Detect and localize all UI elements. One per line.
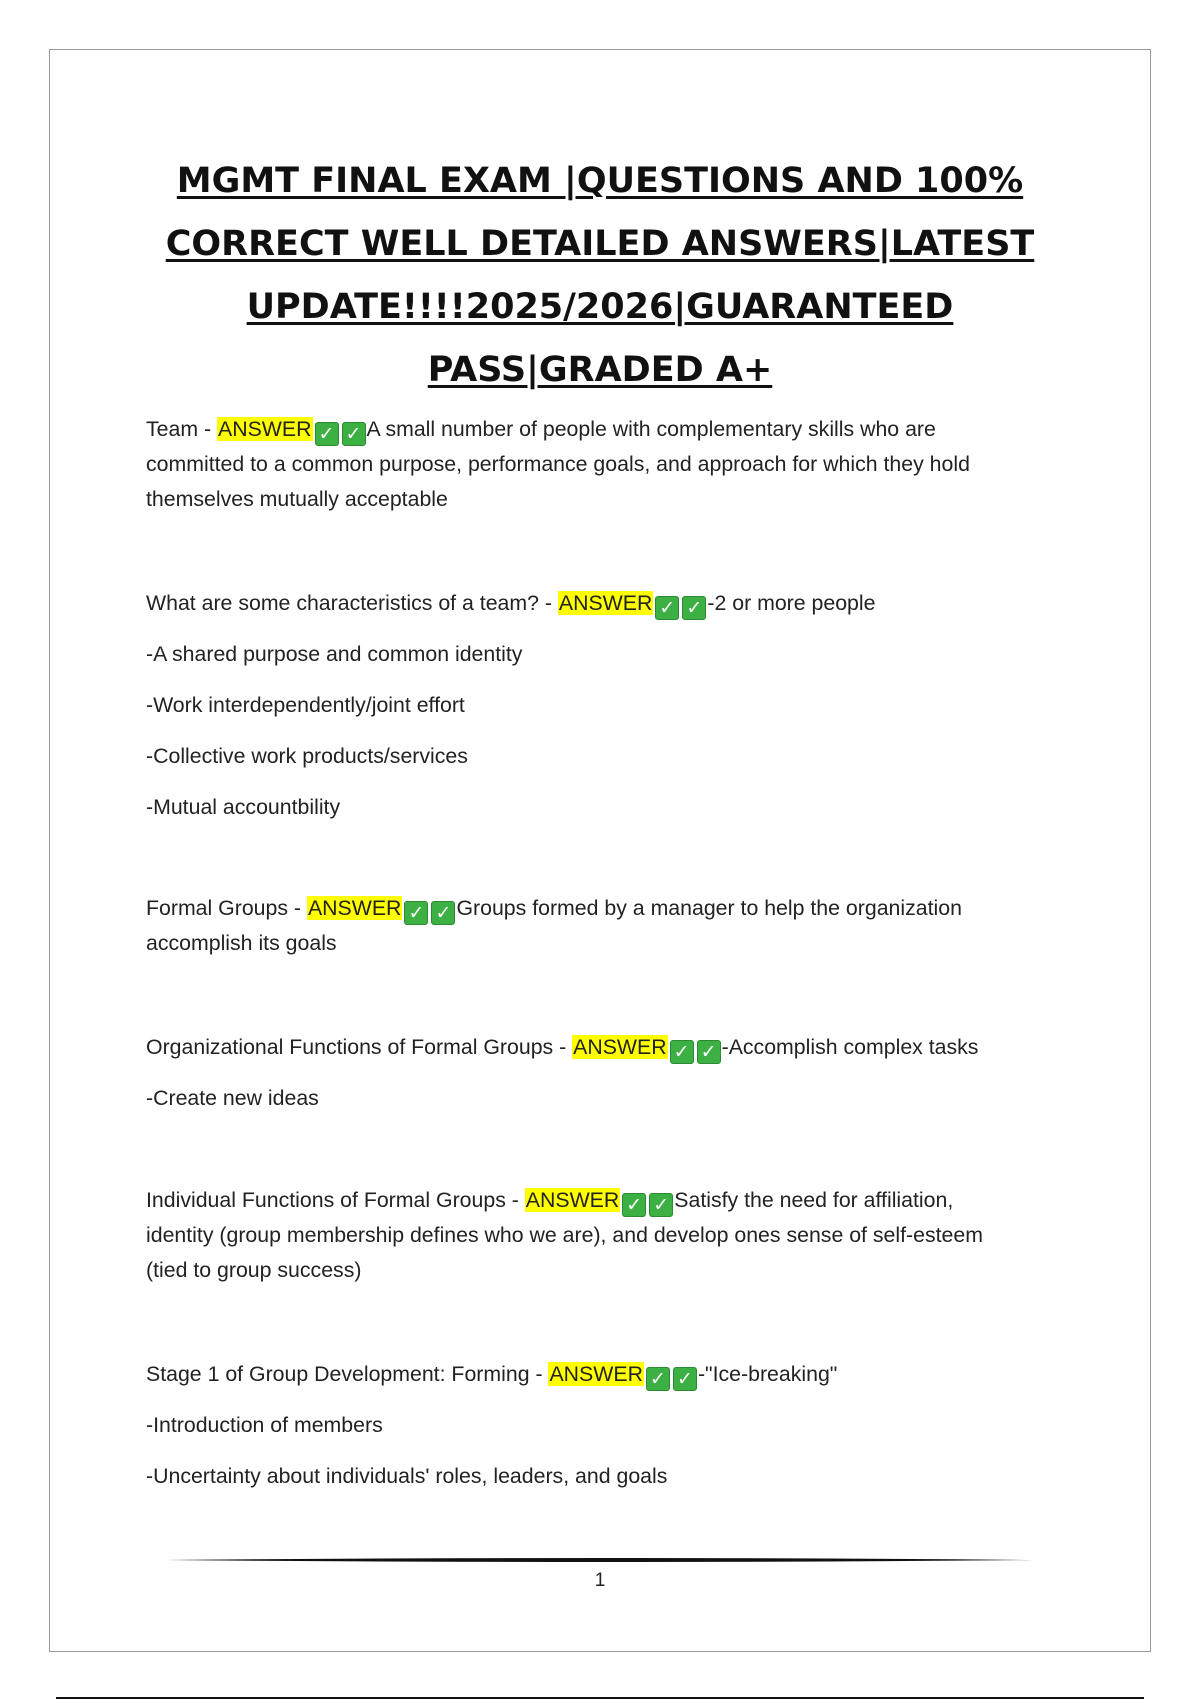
check-icon: ✓ bbox=[655, 596, 679, 620]
answer-label: ANSWER bbox=[549, 1362, 643, 1386]
bullet-line: -Work interdependently/joint effort bbox=[146, 693, 465, 717]
answer-text: -"Ice-breaking" bbox=[697, 1362, 838, 1386]
qa-content bbox=[146, 412, 1046, 1510]
question-term: Individual Functions of Formal Groups - bbox=[146, 1188, 525, 1212]
answer-text: (tied to group success) bbox=[146, 1258, 362, 1282]
bullet-line: -A shared purpose and common identity bbox=[146, 642, 523, 666]
answer-label: ANSWER bbox=[558, 591, 653, 615]
check-icon: ✓ bbox=[646, 1367, 670, 1391]
next-page-edge bbox=[56, 1697, 1144, 1699]
qa-text bbox=[146, 586, 1046, 621]
answer-label: ANSWER bbox=[525, 1188, 620, 1212]
title-line: UPDATE!!!!2025/2026|GUARANTEED bbox=[246, 287, 954, 327]
question-term: What are some characteristics of a team? - bbox=[146, 591, 558, 615]
title-line: CORRECT WELL DETAILED ANSWERS|LATEST bbox=[165, 224, 1035, 264]
check-icon: ✓ bbox=[315, 422, 339, 446]
check-icon: ✓ bbox=[697, 1040, 721, 1064]
bullet-line: -Create new ideas bbox=[146, 1086, 319, 1110]
qa-text bbox=[146, 1183, 1046, 1288]
check-icon: ✓ bbox=[649, 1193, 673, 1217]
answer-text: -2 or more people bbox=[707, 591, 876, 615]
answer-label: ANSWER bbox=[218, 417, 312, 441]
check-icon: ✓ bbox=[404, 901, 428, 925]
qa-text bbox=[146, 412, 1046, 517]
answer-text: accomplish its goals bbox=[146, 931, 337, 955]
qa-item-forming bbox=[146, 1357, 1046, 1494]
check-icon: ✓ bbox=[622, 1193, 646, 1217]
answer-text: identity (group membership defines who we are), and develop ones sense of self-esteem bbox=[146, 1223, 983, 1247]
bullet-line: -Introduction of members bbox=[146, 1413, 383, 1437]
check-icon: ✓ bbox=[670, 1040, 694, 1064]
answer-text: Satisfy the need for affiliation, bbox=[674, 1188, 954, 1212]
answer-text: committed to a common purpose, performance goals, and approach for which they hold bbox=[146, 452, 970, 476]
answer-text: themselves mutually acceptable bbox=[146, 487, 448, 511]
check-icon: ✓ bbox=[682, 596, 706, 620]
bullet-line: -Mutual accountbility bbox=[146, 795, 341, 819]
question-term: Organizational Functions of Formal Groups - bbox=[146, 1035, 573, 1059]
qa-item-formal-groups bbox=[146, 891, 1046, 1030]
qa-item-team-characteristics bbox=[146, 586, 1046, 891]
question-term: Formal Groups - bbox=[146, 896, 307, 920]
qa-item-team bbox=[146, 412, 1046, 586]
answer-label: ANSWER bbox=[307, 896, 402, 920]
answer-text: Groups formed by a manager to help the organization bbox=[456, 896, 962, 920]
qa-item-org-functions bbox=[146, 1030, 1046, 1183]
bullet-line: -Collective work products/services bbox=[146, 744, 468, 768]
answer-text: A small number of people with complementary skills who are bbox=[366, 417, 936, 441]
page-number: 1 bbox=[594, 1570, 606, 1591]
question-term: Team - bbox=[146, 417, 218, 441]
check-icon: ✓ bbox=[673, 1367, 697, 1391]
bullet-line: -Uncertainty about individuals' roles, leaders, and goals bbox=[146, 1464, 668, 1488]
qa-text bbox=[146, 1030, 1046, 1065]
qa-item-individual-functions bbox=[146, 1183, 1046, 1357]
question-term: Stage 1 of Group Development: Forming - bbox=[146, 1362, 549, 1386]
title-line: MGMT FINAL EXAM |QUESTIONS AND 100% bbox=[176, 161, 1024, 201]
answer-text: -Accomplish complex tasks bbox=[721, 1035, 979, 1059]
title-line: PASS|GRADED A+ bbox=[427, 350, 773, 390]
qa-text bbox=[146, 1357, 1046, 1392]
check-icon: ✓ bbox=[342, 422, 366, 446]
footer-rule bbox=[165, 1557, 1035, 1563]
check-icon: ✓ bbox=[431, 901, 455, 925]
qa-text bbox=[146, 891, 1046, 961]
document-title bbox=[150, 150, 1050, 402]
answer-label: ANSWER bbox=[573, 1035, 667, 1059]
